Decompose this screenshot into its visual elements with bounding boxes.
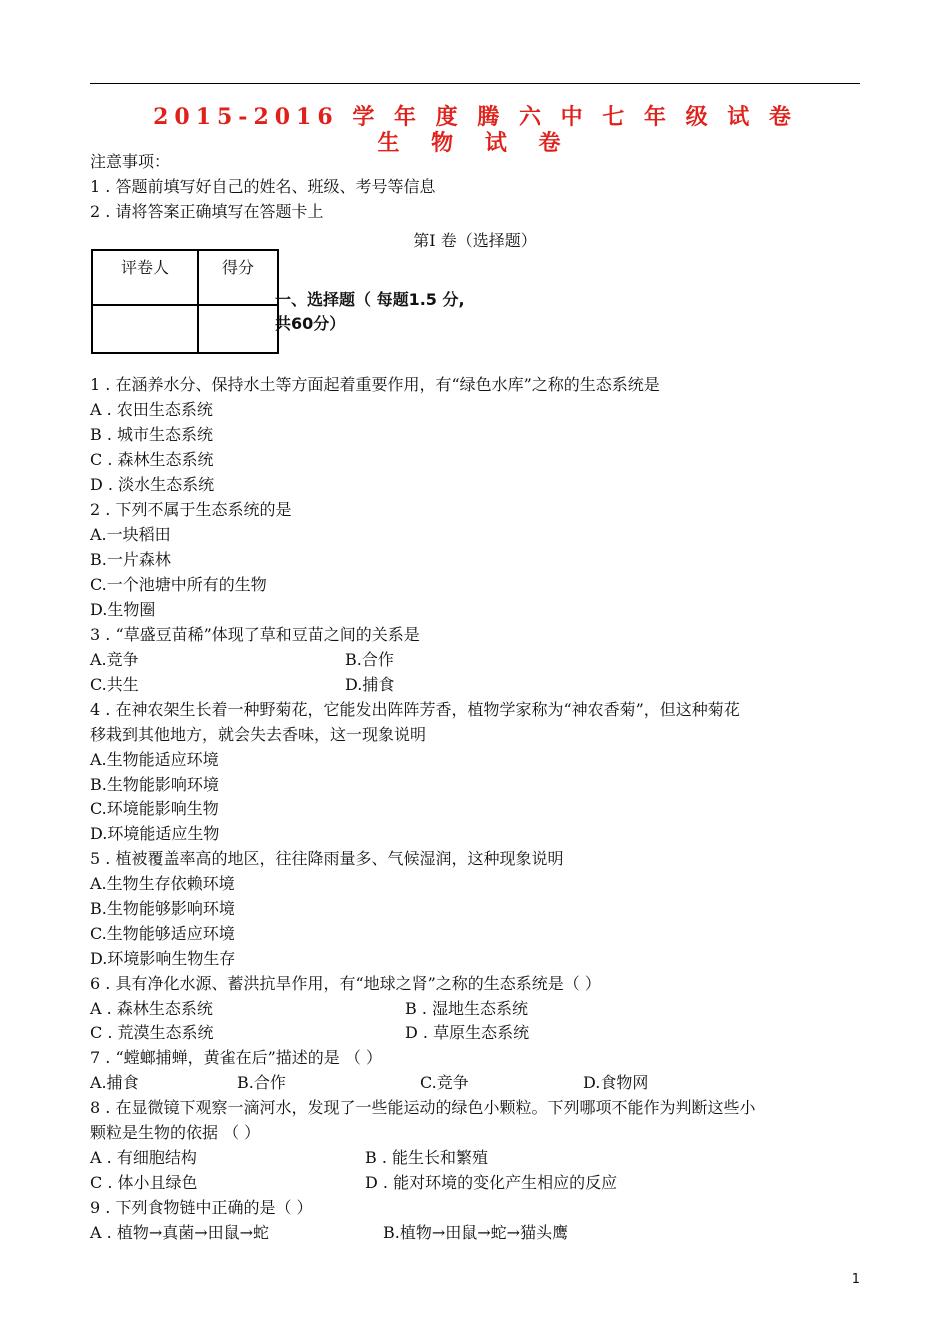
option: C.共生 xyxy=(90,675,139,694)
option: A.生物生存依赖环境 xyxy=(90,874,235,893)
score-table xyxy=(91,249,279,354)
part-heading xyxy=(275,288,465,336)
option: B . 能生长和繁殖 xyxy=(365,1148,489,1167)
question-stem: 6 . 具有净化水源、蓄洪抗旱作用，有“地球之肾”之称的生态系统是（ ） xyxy=(90,974,601,993)
option: D . 淡水生态系统 xyxy=(90,475,215,494)
option: B.生物能影响环境 xyxy=(90,775,219,794)
option: A . 有细胞结构 xyxy=(90,1148,197,1167)
option: A.捕食 xyxy=(90,1073,139,1092)
option: D.环境影响生物生存 xyxy=(90,949,236,968)
option: B . 城市生态系统 xyxy=(90,425,214,444)
option: D . 草原生态系统 xyxy=(405,1023,530,1042)
question-stem: 9 . 下列食物链中正确的是（ ） xyxy=(90,1198,313,1217)
option: B.合作 xyxy=(345,650,394,669)
part-heading-line: 一、选择题（ 每题1.5 分, xyxy=(275,290,465,309)
option: D.食物网 xyxy=(583,1073,649,1092)
note-item: 1 . 答题前填写好自己的姓名、班级、考号等信息 xyxy=(90,177,436,196)
option: C . 荒漠生态系统 xyxy=(90,1023,214,1042)
option: D.环境能适应生物 xyxy=(90,824,220,843)
option: D . 能对环境的变化产生相应的反应 xyxy=(365,1173,618,1192)
grader-cell xyxy=(92,305,198,353)
option: C.竞争 xyxy=(420,1073,469,1092)
score-label: 得分 xyxy=(198,250,278,305)
option: A . 农田生态系统 xyxy=(90,400,213,419)
option: C.一个池塘中所有的生物 xyxy=(90,575,267,594)
option: C.生物能够适应环境 xyxy=(90,924,235,943)
option: D.生物圈 xyxy=(90,600,156,619)
question-stem-cont: 颗粒是生物的依据 （ ） xyxy=(90,1123,261,1142)
question-stem: 5 . 植被覆盖率高的地区，往往降雨量多、气候湿润，这种现象说明 xyxy=(90,849,564,868)
question-stem: 4 . 在神农架生长着一种野菊花，它能发出阵阵芳香，植物学家称为“神农香菊”，但这种菊花 xyxy=(90,700,740,719)
option: B . 湿地生态系统 xyxy=(405,999,529,1018)
exam-title: 2015-2016 学 年 度 腾 六 中 七 年 级 试 卷 xyxy=(153,104,797,130)
grader-label: 评卷人 xyxy=(92,250,198,305)
option: A . 植物→真菌→田鼠→蛇 xyxy=(90,1223,270,1242)
question-stem: 3 . “草盛豆苗稀”体现了草和豆苗之间的关系是 xyxy=(90,625,420,644)
option: B.合作 xyxy=(237,1073,286,1092)
question-stem: 1 . 在涵养水分、保持水土等方面起着重要作用，有“绿色水库”之称的生态系统是 xyxy=(90,375,660,394)
option: C . 体小且绿色 xyxy=(90,1173,198,1192)
option: B.植物→田鼠→蛇→猫头鹰 xyxy=(383,1223,569,1242)
option: A.竞争 xyxy=(90,650,139,669)
option: C.环境能影响生物 xyxy=(90,799,219,818)
exam-subtitle: 生 物 试 卷 xyxy=(377,130,573,156)
question-stem: 8 . 在显微镜下观察一滴河水，发现了一些能运动的绿色小颗粒。下列哪项不能作为判断这些小 xyxy=(90,1098,756,1117)
section-title: 第I 卷（选择题） xyxy=(413,231,537,250)
question-stem-cont: 移栽到其他地方，就会失去香味，这一现象说明 xyxy=(90,725,427,744)
option: D.捕食 xyxy=(345,675,395,694)
notes-heading: 注意事项： xyxy=(90,152,171,171)
page-number: 1 xyxy=(851,1272,860,1287)
score-cell xyxy=(198,305,278,353)
option: A.生物能适应环境 xyxy=(90,750,219,769)
option: A.一块稻田 xyxy=(90,525,171,544)
part-heading-line: 共60分） xyxy=(275,314,346,333)
question-stem: 7 . “螳螂捕蝉，黄雀在后”描述的是 （ ） xyxy=(90,1048,382,1067)
option: B.生物能够影响环境 xyxy=(90,899,235,918)
option: B.一片森林 xyxy=(90,550,171,569)
question-stem: 2 . 下列不属于生态系统的是 xyxy=(90,500,292,519)
top-rule xyxy=(90,83,860,84)
option: A . 森林生态系统 xyxy=(90,999,213,1018)
option: C . 森林生态系统 xyxy=(90,450,214,469)
note-item: 2 . 请将答案正确填写在答题卡上 xyxy=(90,202,324,221)
